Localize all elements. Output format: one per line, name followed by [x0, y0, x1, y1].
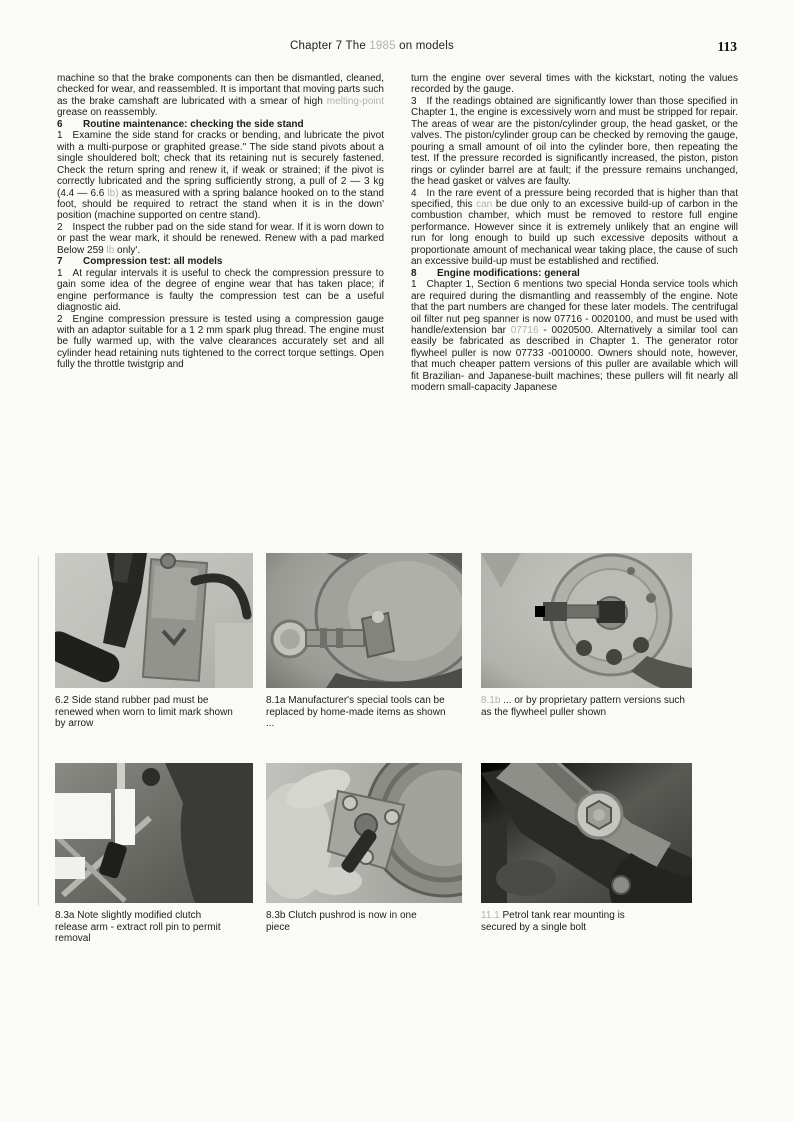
figure-row-1: [55, 553, 692, 730]
figure-8-3b: [266, 763, 462, 945]
chapter-title-post: on models: [395, 40, 454, 52]
left-column: [57, 73, 384, 394]
paragraph-6-1: 1 Examine the side stand for cracks or bending, and lubricate the pivot with a multi-purpose or graphited grease." The side stand pivots about a single shouldered bolt; check that its retaining nut is securely fastened. Check the return spring and renew it, if weak or strained; if the pivot is correctly lubricated and the spring sufficiently strong, a pull of 2 — 3 kg (4.4 — 6.6 lb) as measured with a spring balance hooked on to the stand foot, should be required to retract the stand when it is in the down' position (machine supported on centre stand).: [57, 130, 384, 222]
paragraph-7-2-continued: turn the engine over several times with the kickstart, noting the values recorded by the gauge.: [411, 73, 738, 96]
right-column: [411, 73, 738, 394]
chapter-title-year: 1985: [369, 40, 396, 52]
page-header: [57, 40, 747, 56]
figure-8-1b-photo-flywheel-puller: [481, 553, 692, 688]
chapter-title-pre: Chapter 7 The: [290, 40, 370, 52]
figure-8-3a: [55, 763, 253, 945]
figure-8-3b-photo-clutch-pushrod: [266, 763, 462, 903]
figure-6-2-caption: 6.2 Side stand rubber pad must be renewed when worn to limit mark shown by arrow: [55, 695, 233, 729]
figure-8-1a-photo-special-tool: [266, 553, 462, 688]
paragraph-7-4: 4 In the rare event of a pressure being recorded that is higher than that specified, this can be due only to an excessive build-up of carbon in the combustion chamber, which must be removed to restore full engine performance. However since it is extremely unlikely that an engine will run for long enough to build up such excessive deposits without a proportionate amount of mechanical wear taking place, the cause of such an excessive build-up must be established and rectified.: [411, 187, 738, 268]
paragraph-6-2: 2 Inspect the rubber pad on the side stand for wear. If it is worn down to or past the wear mark, it should be renewed. Renew with a pad marked Below 259 lb only'.: [57, 221, 384, 256]
figure-row-2: [55, 763, 692, 945]
paragraph-7-2: 2 Engine compression pressure is tested using a compression gauge with an adaptor suitable for a 1 2 mm spark plug thread. The engine must be fully warmed up, with the valve clearances accurately set and all cylinder head retaining nuts tightened to the correct torque settings. Open fully the throttle twistgrip and: [57, 313, 384, 371]
chapter-title: [57, 40, 687, 52]
figure-8-1a-caption: 8.1a Manufacturer's special tools can be replaced by home-made items as shown ...: [266, 695, 446, 729]
scan-artifact-line: [38, 556, 39, 906]
figure-8-3a-photo-clutch-release-arm: [55, 763, 253, 903]
page-number: 113: [717, 39, 737, 54]
figure-8-3a-caption: 8.3a Note slightly modified clutch release arm - extract roll pin to permit removal: [55, 910, 221, 944]
text-columns: [57, 73, 738, 394]
figure-6-2-photo-side-stand: [55, 553, 253, 688]
figure-8-3b-caption: 8.3b Clutch pushrod is now in one piece: [266, 910, 417, 933]
figure-11-1-photo-tank-mounting-bolt: [481, 763, 692, 903]
section-heading-6: 6 Routine maintenance: checking the side stand: [57, 118, 304, 130]
paragraph-continuation: machine so that the brake components can then be dismantled, cleaned, checked for wear, and reassembled. It is important that moving parts such as the brake camshaft are lubricated with a smear of high melting-point grease on reassembly.: [57, 73, 384, 119]
figure-8-1b-caption: 8.1b ... or by proprietary pattern versions such as the flywheel puller shown: [481, 695, 685, 718]
figure-8-1b: [481, 553, 692, 730]
section-heading-8: 8 Engine modifications: general: [411, 267, 580, 279]
figure-11-1: [481, 763, 692, 945]
figure-11-1-caption: 11.1 Petrol tank rear mounting is secured by a single bolt: [481, 910, 625, 933]
section-heading-7: 7 Compression test: all models: [57, 256, 223, 268]
paragraph-8-1: 1 Chapter 1, Section 6 mentions two special Honda service tools which are required during the dismantling and reassembly of the engine. Note that the part numbers are changed for these later models. The centrifugal oil filter nut peg spanner is now 07716 - 0020100, and must be used with handle/extension bar 07716 - 0020500. Alternatively a similar tool can easily be fabricated as described in Chapter 1. The generator rotor flywheel puller is now 07733 -0010000. Owners should note, however, that much cheaper pattern versions of this puller are available which will fit Brazilian- and Japanese-built machines; these pullers will fit nearly all modern small-capacity Japanese: [411, 279, 738, 394]
paragraph-7-3: 3 If the readings obtained are significantly lower than those specified in Chapter 1, the engine is excessively worn and must be stripped for repair. The areas of wear are the piston/cylinder group, the head gasket, or the valves. The piston/cylinder group can be checked by removing the gauge, pouring a small amount of oil into the cylinder bore, then repeating the test. If the pressure recorded is significantly increased, the piston, piston rings or cylinder barrel are at fault; if the pressure remains unchanged, the head gasket or valves are faulty.: [411, 95, 738, 188]
paragraph-7-1: 1 At regular intervals it is useful to check the compression pressure to gain some idea of the degree of engine wear that has taken place; if engine performance is faulty the compression test can be a useful diagnostic aid.: [57, 267, 384, 314]
figure-6-2: [55, 553, 253, 730]
figure-8-1a: [266, 553, 462, 730]
